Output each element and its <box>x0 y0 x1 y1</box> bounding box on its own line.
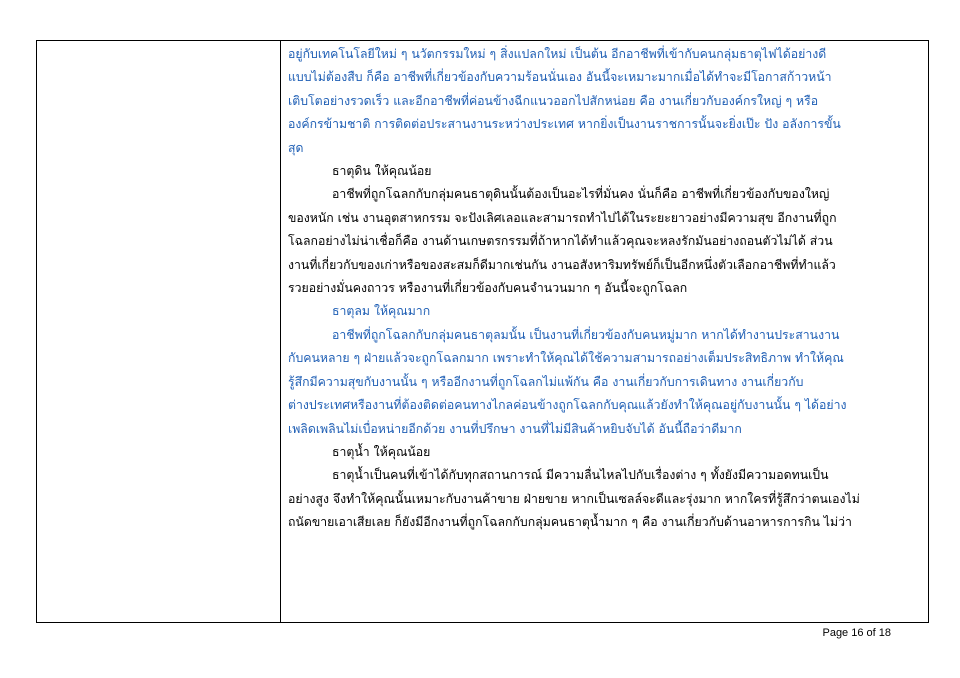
water-text-line: ถนัดขายเอาเสียเลย ก็ยังมีอีกงานที่ถูกโฉลกกับกลุ่มคนธาตุน้ำมาก ๆ คือ งานเกี่ยวกับด้านอาหารการกิน ไม่ว่า <box>288 515 852 530</box>
left-column-cell <box>37 41 281 622</box>
water-text-line: อย่างสูง จึงทำให้คุณนั้นเหมาะกับงานค้าขาย ฝ่ายขาย หากเป็นเซลล์จะดีและรุ่งมาก หากใครที่รู้สึกว่าตนเองไม่ <box>288 491 860 506</box>
earth-text-line: อาชีพที่ถูกโฉลกกับกลุ่มคนธาตุดินนั้นต้องเป็นอะไรที่มั่นคง นั่นก็คือ อาชีพที่เกี่ยวข้องกับของใหญ่ <box>332 187 830 202</box>
fire-text-line: เติบโตอย่างรวดเร็ว และอีกอาชีพที่ค่อนข้างฉีกแนวออกไปสักหน่อย คือ งานเกี่ยวกับองค์กรใหญ่ ๆ หรือ <box>288 93 819 108</box>
content-table <box>36 40 929 623</box>
wind-text-line: เพลิดเพลินไม่เบื่อหน่ายอีกด้วย งานที่ปรึกษา งานที่ไม่มีสินค้าหยิบจับได้ อันนี้ถือว่าดีมาก <box>288 421 742 436</box>
fire-text-line: สุด <box>288 140 304 155</box>
wind-text-line: กับคนหลาย ๆ ฝ่ายแล้วจะถูกโฉลกมาก เพราะทำให้คุณได้ใช้ความสามารถอย่างเต็มประสิทธิภาพ ทำให้คุณ <box>288 351 844 366</box>
wind-heading: ธาตุลม ให้คุณมาก <box>332 304 431 319</box>
earth-text-line: โฉลกอย่างไม่น่าเชื่อก็คือ งานด้านเกษตรกรรมที่ถ้าหากได้ทำแล้วคุณจะหลงรักมันอย่างถอนตัวไม่ได้ ส่วน <box>288 234 833 249</box>
earth-text-line: รวยอย่างมั่นคงถาวร หรืองานที่เกี่ยวข้องกับคนจำนวนมาก ๆ อันนี้จะถูกโฉลก <box>288 281 688 296</box>
earth-text-line: ของหนัก เช่น งานอุตสาหกรรม จะปังเลิศเลอและสามารถทำไปได้ในระยะยาวอย่างมีความสุข อีกงานที่ถูก <box>288 210 837 225</box>
water-heading: ธาตุน้ำ ให้คุณน้อย <box>332 444 431 459</box>
wind-text-line: รู้สึกมีความสุขกับงานนั้น ๆ หรืออีกงานที่ถูกโฉลกไม่แพ้กัน คือ งานเกี่ยวกับการเดินทาง งานเกี่ยวกับ <box>288 374 804 389</box>
earth-heading: ธาตุดิน ให้คุณน้อย <box>332 164 432 179</box>
earth-text-line: งานที่เกี่ยวกับของเก่าหรือของสะสมก็ดีมากเช่นกัน งานอสังหาริมทรัพย์ก็เป็นอีกหนึ่งตัวเลือกอาชีพที่ทำแล้ว <box>288 257 836 272</box>
fire-text-line: องค์กรข้ามชาติ การติดต่อประสานงานระหว่างประเทศ หากยิ่งเป็นงานราชการนั้นจะยิ่งเป๊ะ ปัง อลังการขั้น <box>288 117 841 132</box>
wind-text-line: อาชีพที่ถูกโฉลกกับกลุ่มคนธาตุลมนั้น เป็นงานที่เกี่ยวข้องกับคนหมู่มาก หากได้ทำงานประสานงาน <box>332 327 840 342</box>
fire-text-line: อยู่กับเทคโนโลยีใหม่ ๆ นวัตกรรมใหม่ ๆ สิ่งแปลกใหม่ เป็นต้น อีกอาชีพที่เข้ากับคนกลุ่มธาตุไฟได้อย่างดี <box>288 47 827 61</box>
right-column-cell <box>282 41 928 622</box>
water-text-line: ธาตุน้ำเป็นคนที่เข้าได้กับทุกสถานการณ์ มีความลื่นไหลไปกับเรื่องต่าง ๆ ทั้งยังมีความอดทนเป็น <box>332 468 829 483</box>
wind-text-line: ต่างประเทศหรืองานที่ต้องติดต่อคนทางไกลค่อนข้างถูกโฉลกกับคุณแล้วยังทำให้คุณอยู่กับงานนั้น ๆ ได้อย่าง <box>288 398 847 413</box>
fire-text-line: แบบไม่ต้องสืบ ก็คือ อาชีพที่เกี่ยวข้องกับความร้อนนั่นเอง อันนี้จะเหมาะมากเมื่อได้ทำจะมีโอกาสก้าวหน้า <box>288 70 832 85</box>
page-number: Page 16 of 18 <box>822 627 891 639</box>
